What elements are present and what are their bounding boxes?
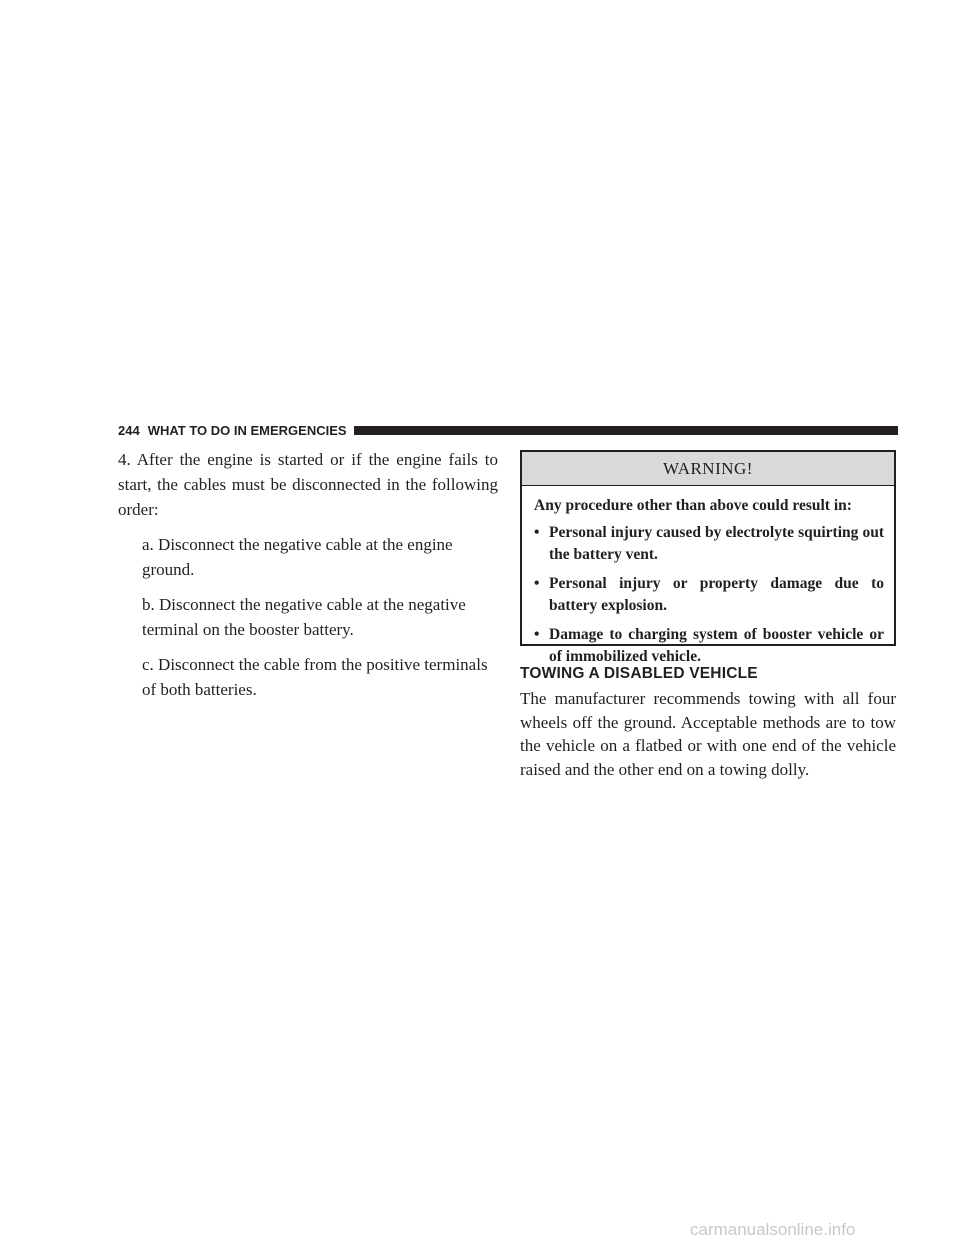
page-header [118,421,898,439]
warning-item [534,573,884,617]
towing-section [520,664,896,781]
step-4-text: 4. After the engine is started or if the engine fails to start, the cables must be disconnected in the following order: [118,450,498,519]
substep-b: b. Disconnect the negative cable at the negative terminal on the booster battery. [142,595,466,639]
substep-a: a. Disconnect the negative cable at the engine ground. [142,535,453,579]
warning-intro: Any procedure other than above could result in: [534,497,852,514]
substep-c: c. Disconnect the cable from the positive terminals of both batteries. [142,655,488,699]
warning-list [534,522,884,668]
warning-title: WARNING! [522,452,894,486]
warning-body [522,486,894,668]
header-rule [354,426,898,435]
warning-item-text: Personal injury caused by electrolyte squirting out the battery vent. [549,524,884,563]
towing-heading: TOWING A DISABLED VEHICLE [520,665,758,682]
left-column [118,447,498,712]
warning-item [534,522,884,566]
towing-body: The manufacturer recommends towing with all four wheels off the ground. Acceptable methods are to tow the vehicle on a flatbed or with one end of the vehicle raised and the other end on a towing dolly. [520,689,896,779]
bullet-icon: • [534,575,540,592]
bullet-icon: • [534,524,540,541]
section-title: WHAT TO DO IN EMERGENCIES [147,422,347,438]
warning-item-text: Personal injury or property damage due to battery explosion. [549,575,884,614]
warning-item-text: Damage to charging system of booster vehicle or of immobilized vehicle. [549,626,884,665]
warning-item [534,624,884,668]
watermark-text: carmanualsonline.info [690,1220,856,1239]
warning-box [520,450,896,665]
page-number: 244 [118,422,140,438]
bullet-icon: • [534,626,540,643]
